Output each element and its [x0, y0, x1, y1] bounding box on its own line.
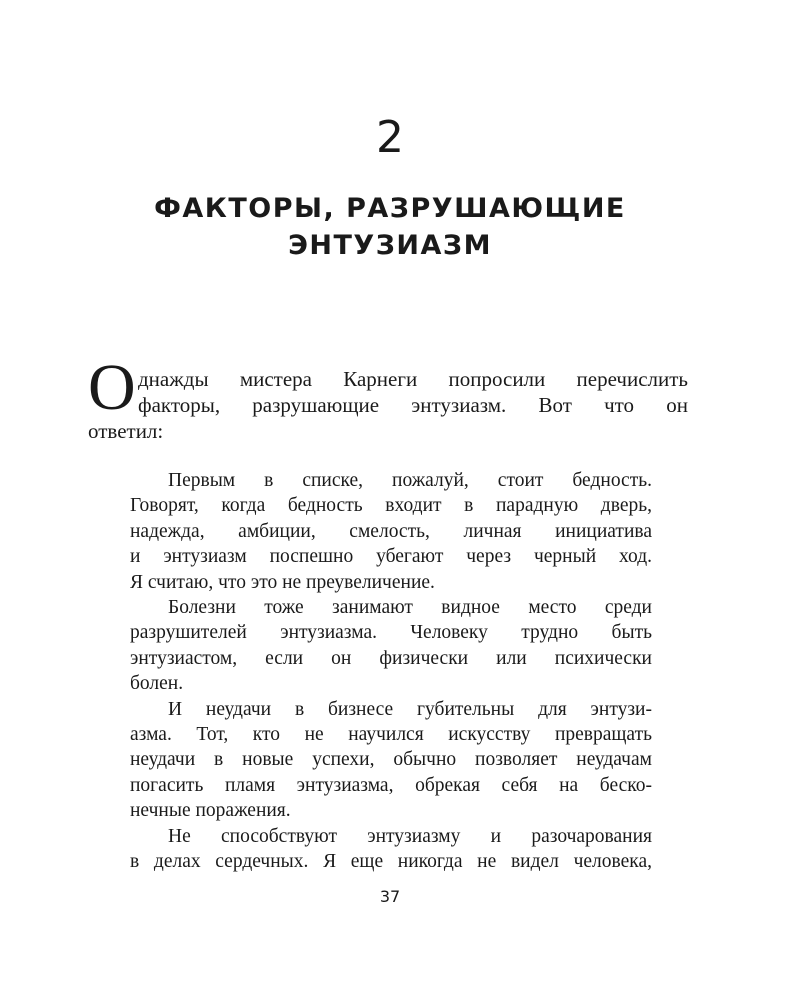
- quote-line: Говорят, когда бедность входит в парадную дверь,: [130, 495, 652, 517]
- quote-line: энтузиастом, если он физически или психически: [130, 647, 652, 669]
- intro-line: ответил:: [88, 419, 164, 443]
- quote-paragraph: [130, 595, 652, 697]
- chapter-title: [0, 190, 780, 264]
- intro-line: факторы, разрушающие энтузиазм. Вот что он: [138, 393, 688, 417]
- quote-paragraph: [130, 824, 652, 875]
- quote-line: нечные поражения.: [130, 800, 291, 822]
- intro-line: днажды мистера Карнеги попросили перечислить: [138, 367, 688, 391]
- page-number: 37: [379, 887, 401, 906]
- quote-paragraph: [130, 468, 652, 595]
- quote-line: надежда, амбиции, смелость, личная инициатива: [130, 520, 652, 542]
- quote-line: Болезни тоже занимают видное место среди: [168, 597, 652, 619]
- quote-line: азма. Тот, кто не научился искусству превращать: [130, 724, 652, 746]
- chapter-title-line: ЭНТУЗИАЗМ: [288, 230, 492, 261]
- quote-line: неудачи в новые успехи, обычно позволяет неудачам: [130, 749, 652, 771]
- quote-paragraph: [130, 697, 652, 824]
- quote-line: Я считаю, что это не преувеличение.: [130, 571, 435, 593]
- quote-line: разрушителей энтузиазма. Человеку трудно быть: [130, 622, 652, 644]
- drop-cap: О: [88, 351, 136, 424]
- intro-paragraph: [88, 366, 688, 444]
- quote-line: Первым в списке, пожалуй, стоит бедность.: [168, 470, 652, 491]
- quote-line: и энтузиазм поспешно убегают через черный ход.: [130, 546, 652, 568]
- chapter-number: 2: [376, 112, 404, 163]
- quote-line: И неудачи в бизнесе губительны для энтузи-: [168, 698, 652, 720]
- quote-line: погасить пламя энтузиазма, обрекая себя на беско-: [130, 774, 652, 796]
- quote-line: Не способствуют энтузиазму и разочарования: [168, 825, 652, 847]
- quote-line: болен.: [130, 673, 184, 695]
- chapter-title-line: ФАКТОРЫ, РАЗРУШАЮЩИЕ: [154, 193, 626, 224]
- quote-line: в делах сердечных. Я еще никогда не видел человека,: [130, 851, 652, 873]
- quoted-answer: [130, 468, 652, 875]
